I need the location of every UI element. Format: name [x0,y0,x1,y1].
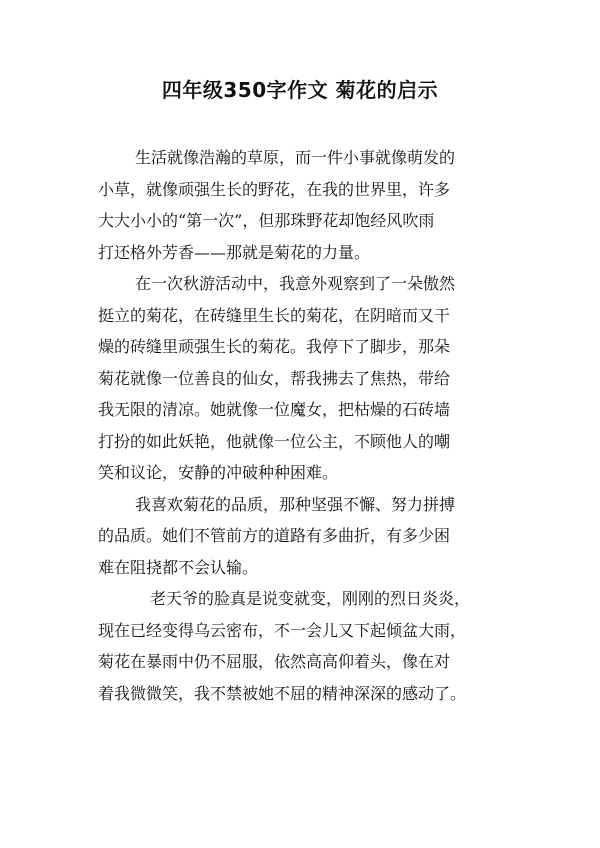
text-line: 燥的砖缝里顽强生长的菊花。我停下了脚步，那朵 [98,337,451,356]
text-line: 菊花就像一位善良的仙女，帮我拂去了焦热，带给 [98,368,451,388]
text-line: 打还格外芳香——那就是菊花的力量。 [98,242,371,262]
document-title: 四年级350字作文 菊花的启示 [161,78,439,102]
text-line: 生活就像浩瀚的草原，而一件小事就像萌发的 [135,148,456,167]
text-line: 我喜欢菊花的品质，那种坚强不懈、努力拼搏 [135,494,456,514]
text-line: 笑和议论，安静的冲破种种困难。 [98,463,339,482]
text-line: 大大小小的“第一次”，但那珠野花却饱经风吹雨 [98,211,435,230]
text-line: 的品质。她们不管前方的道路有多曲折，有多少困 [98,526,451,545]
text-line: 小草，就像顽强生长的野花，在我的世界里，许多 [98,179,451,199]
text-line: 打扮的如此妖艳，他就像一位公主，不顾他人的嘲 [98,431,451,451]
text-line: 老天爷的脸真是说变就变，刚刚的烈日炎炎， [150,589,471,608]
paragraph-3 [98,489,528,584]
text-line: 挺立的菊花，在砖缝里生长的菊花，在阴暗而又干 [98,305,451,325]
text-line: 现在已经变得乌云密布，不一会儿又下起倾盆大雨， [98,620,467,640]
text-line: 着我微微笑，我不禁被她不屈的精神深深的感动了。 [98,683,467,703]
text-line: 在一次秋游活动中，我意外观察到了一朵傲然 [135,274,456,293]
paragraph-1 [98,142,528,268]
text-line: 难在阻挠都不会认输。 [98,557,259,577]
essay-body [98,142,528,709]
text-line: 我无限的清凉。她就像一位魔女，把枯燥的石砖墙 [98,400,451,419]
text-line: 菊花在暴雨中仍不屈服，依然高高仰着头，像在对 [98,652,451,671]
paragraph-4 [98,583,528,709]
paragraph-2 [98,268,528,489]
